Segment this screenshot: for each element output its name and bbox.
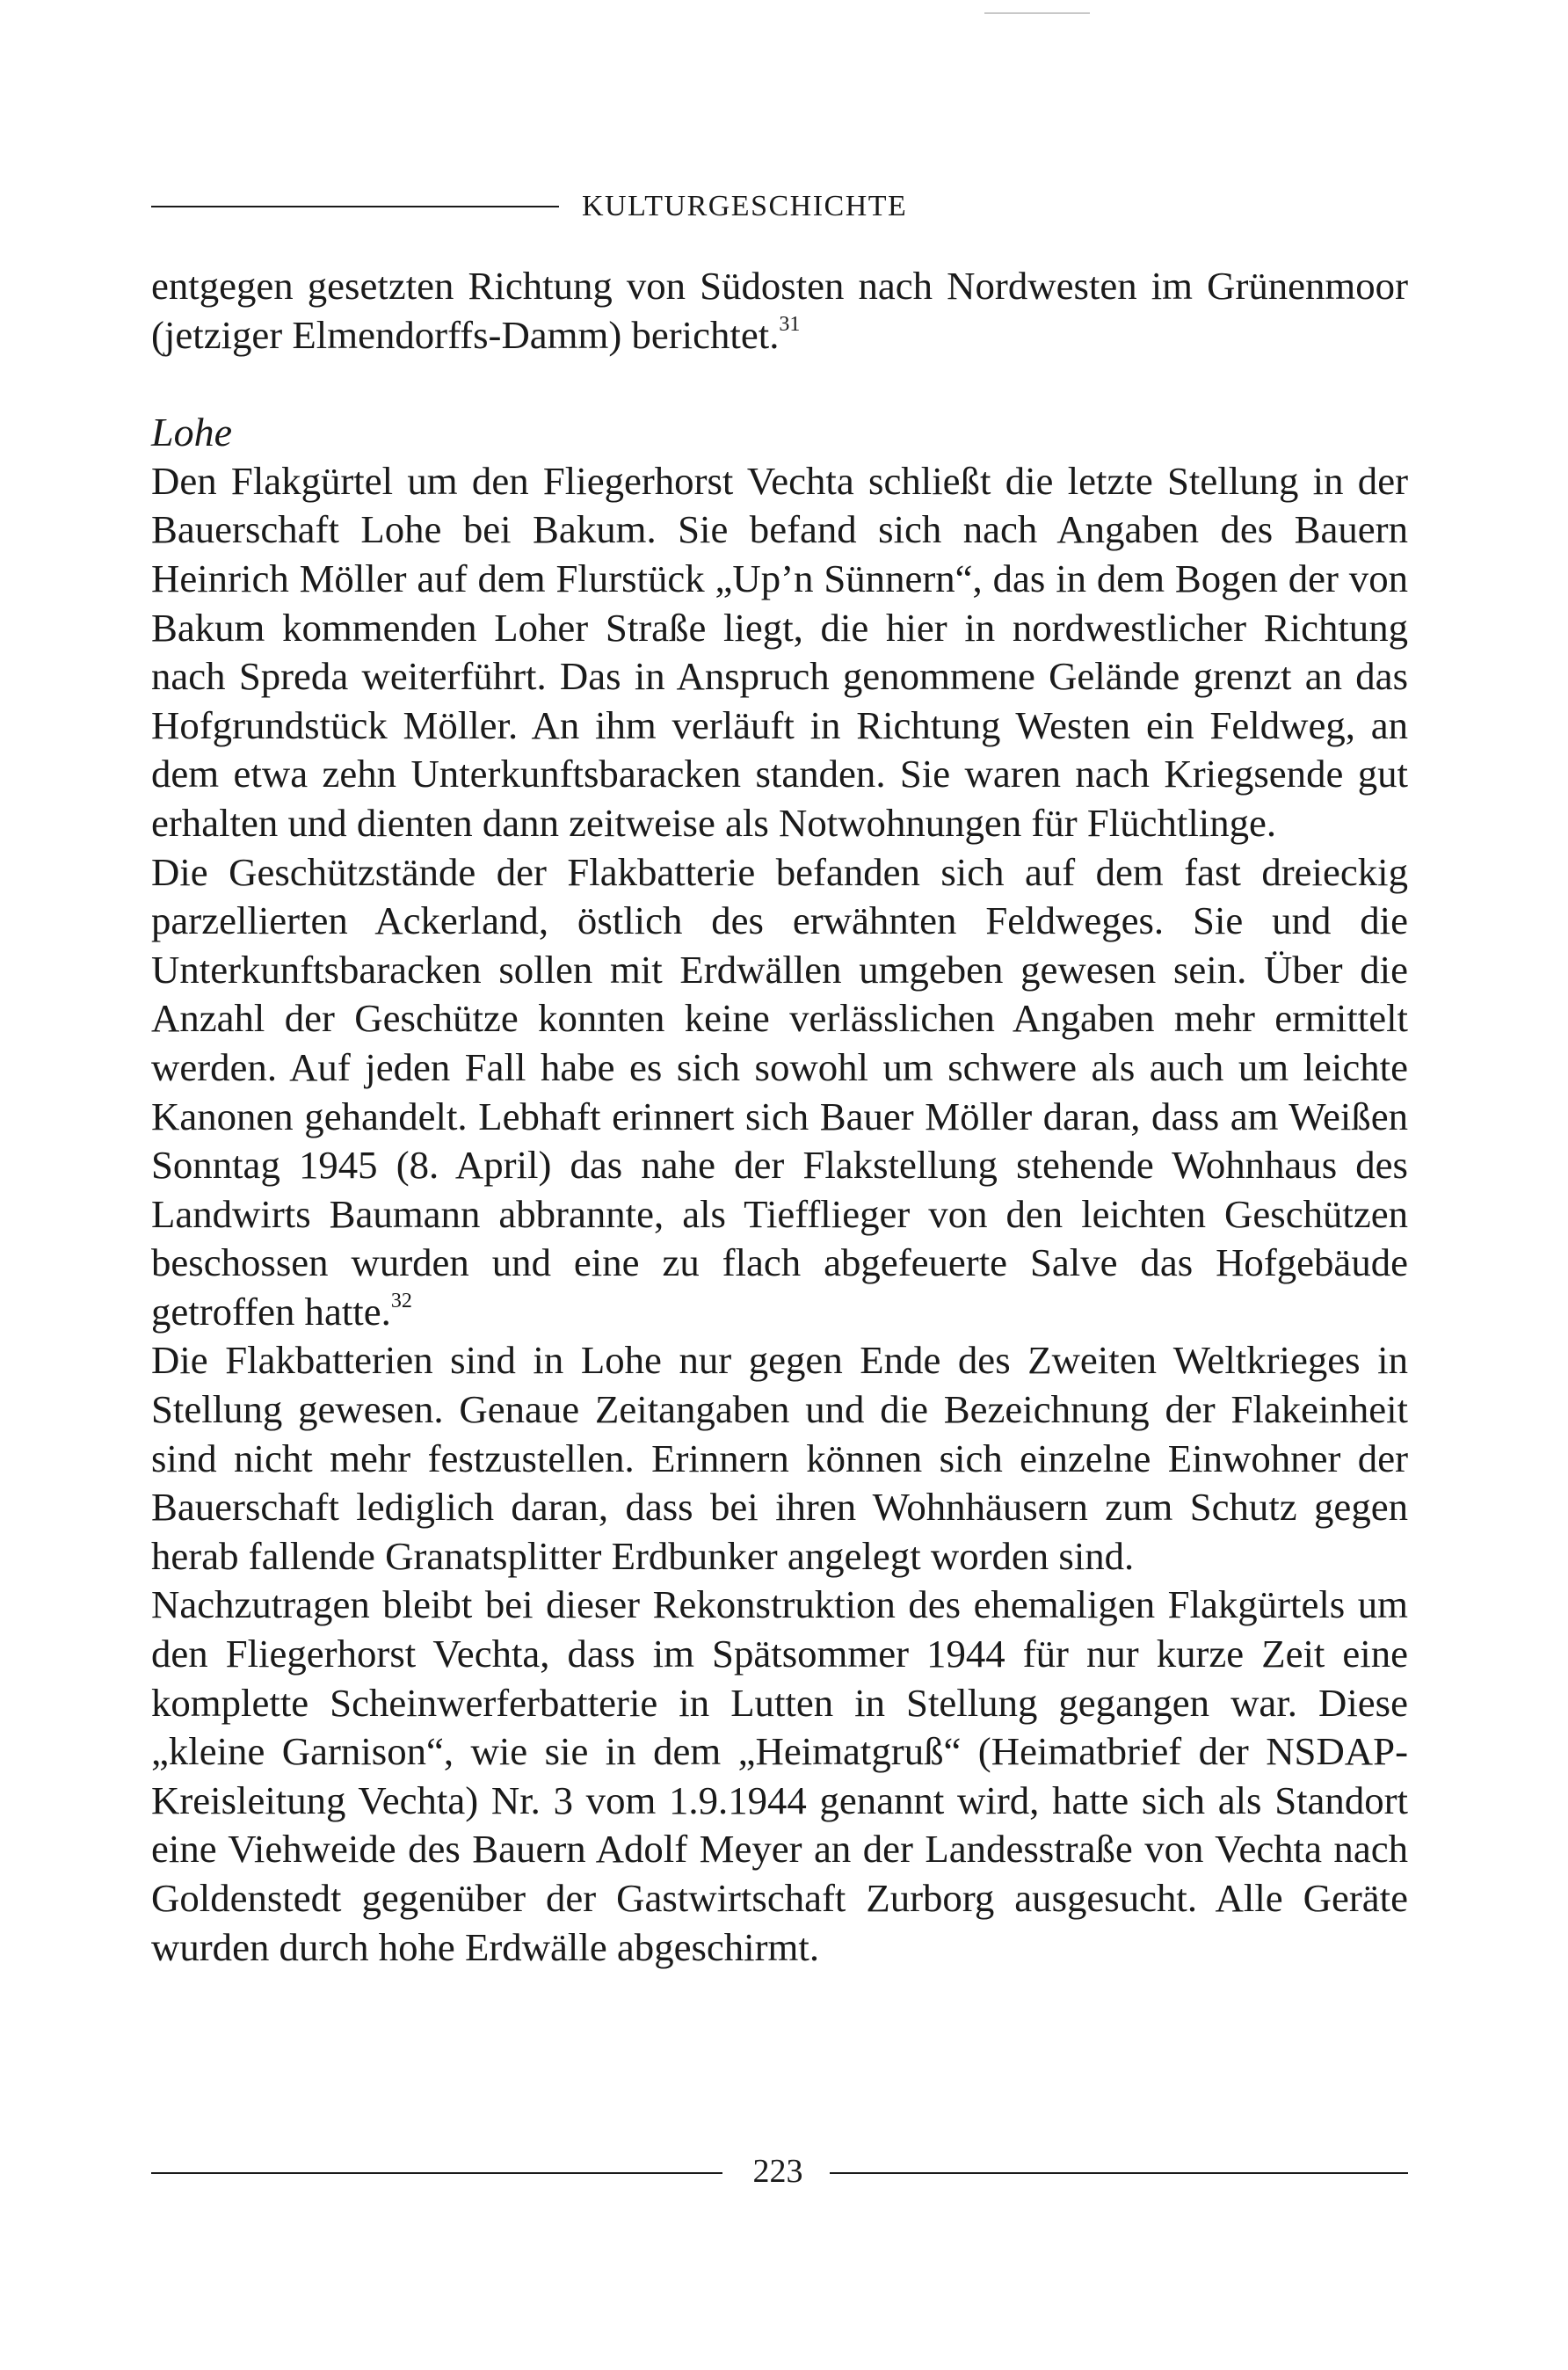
running-head-rule	[151, 206, 559, 207]
footer-rule-right	[830, 2172, 1408, 2174]
paragraph-2-text: Die Geschützstände der Flakbatterie befanden sich auf dem fast dreieckig parzellierten Ackerland, östlich des erwähnten Feldweges. Sie und die Unterkunftsbaracken sollen mit Erdwällen umgeben gewesen sein. Über die Anzahl der Geschütze konnten keine verlässlichen Angaben mehr ermittelt werden. Auf jeden Fall habe es sich sowohl um schwere als auch um leichte Kanonen gehandelt. Lebhaft erinnert sich Bauer Möller daran, dass am Weißen Sonntag 1945 (8. April) das nahe der Flakstellung stehende Wohnhaus des Landwirts Baumann abbrannte, als Tiefflieger von den leichten Geschützen beschossen wurden und eine zu flach abgefeuerte Salve das Hofgebäude getroffen hatte.	[151, 849, 1408, 1334]
section-heading: Lohe	[151, 410, 232, 455]
paragraph-2	[151, 848, 1408, 1337]
scan-artifact-line	[984, 12, 1090, 14]
paragraph-4: Nachzutragen bleibt bei dieser Rekonstruktion des ehemaligen Flakgürtels um den Fliegerhorst Vechta, dass im Spätsommer 1944 für nur kurze Zeit eine komplette Scheinwerferbatterie in Lutten in Stellung gegangen war. Diese „kleine Garnison“, wie sie in dem „Heimatgruß“ (Heimatbrief der NSDAP-Kreisleitung Vechta) Nr. 3 vom 1.9.1944 genannt wird, hatte sich als Standort eine Viehweide des Bauern Adolf Meyer an der Landesstraße von Vechta nach Goldenstedt gegenüber der Gastwirtschaft Zurborg ausgesucht. Alle Geräte wurden durch hohe Erdwälle abgeschirmt.	[151, 1582, 1408, 1969]
intro-text: entgegen gesetzten Richtung von Südosten nach Nordwesten im Grünenmoor (jetziger Elmendorffs-Damm) berichtet.	[151, 264, 1408, 357]
footer-rule-left	[151, 2172, 722, 2174]
running-head-title: KULTURGESCHICHTE	[582, 190, 908, 222]
intro-paragraph	[151, 262, 1408, 360]
body-text	[151, 262, 1408, 1972]
page-footer	[151, 2145, 1408, 2198]
paragraph-3: Die Flakbatterien sind in Lohe nur gegen Ende des Zweiten Weltkrieges in Stellung gewesen. Genaue Zeitangaben und die Bezeichnung der Flakeinheit sind nicht mehr festzustellen. Erinnern können sich einzelne Einwohner der Bauerschaft lediglich daran, dass bei ihren Wohnhäusern zum Schutz gegen herab fallende Granatsplitter Erdbunker angelegt worden sind.	[151, 1338, 1408, 1578]
page-number: 223	[752, 2153, 803, 2190]
paragraph-1: Den Flakgürtel um den Fliegerhorst Vechta schließt die letzte Stellung in der Bauerschaft Lohe bei Bakum. Sie befand sich nach Angaben des Bauern Heinrich Möller auf dem Flurstück „Up’n Sünnern“, das in dem Bogen der von Bakum kommenden Loher Straße liegt, die hier in nordwestlicher Richtung nach Spreda weiterführt. Das in Anspruch genommene Gelände grenzt an das Hofgrundstück Möller. An ihm verläuft in Richtung Westen ein Feldweg, an dem etwa zehn Unterkunftsbaracken standen. Sie waren nach Kriegsende gut erhalten und dienten dann zeitweise als Notwohnungen für Flüchtlinge.	[151, 458, 1408, 845]
section-gap	[151, 360, 1408, 408]
footnote-ref-32: 32	[390, 1289, 412, 1312]
running-head	[151, 185, 1417, 229]
footnote-ref-31: 31	[779, 312, 801, 336]
